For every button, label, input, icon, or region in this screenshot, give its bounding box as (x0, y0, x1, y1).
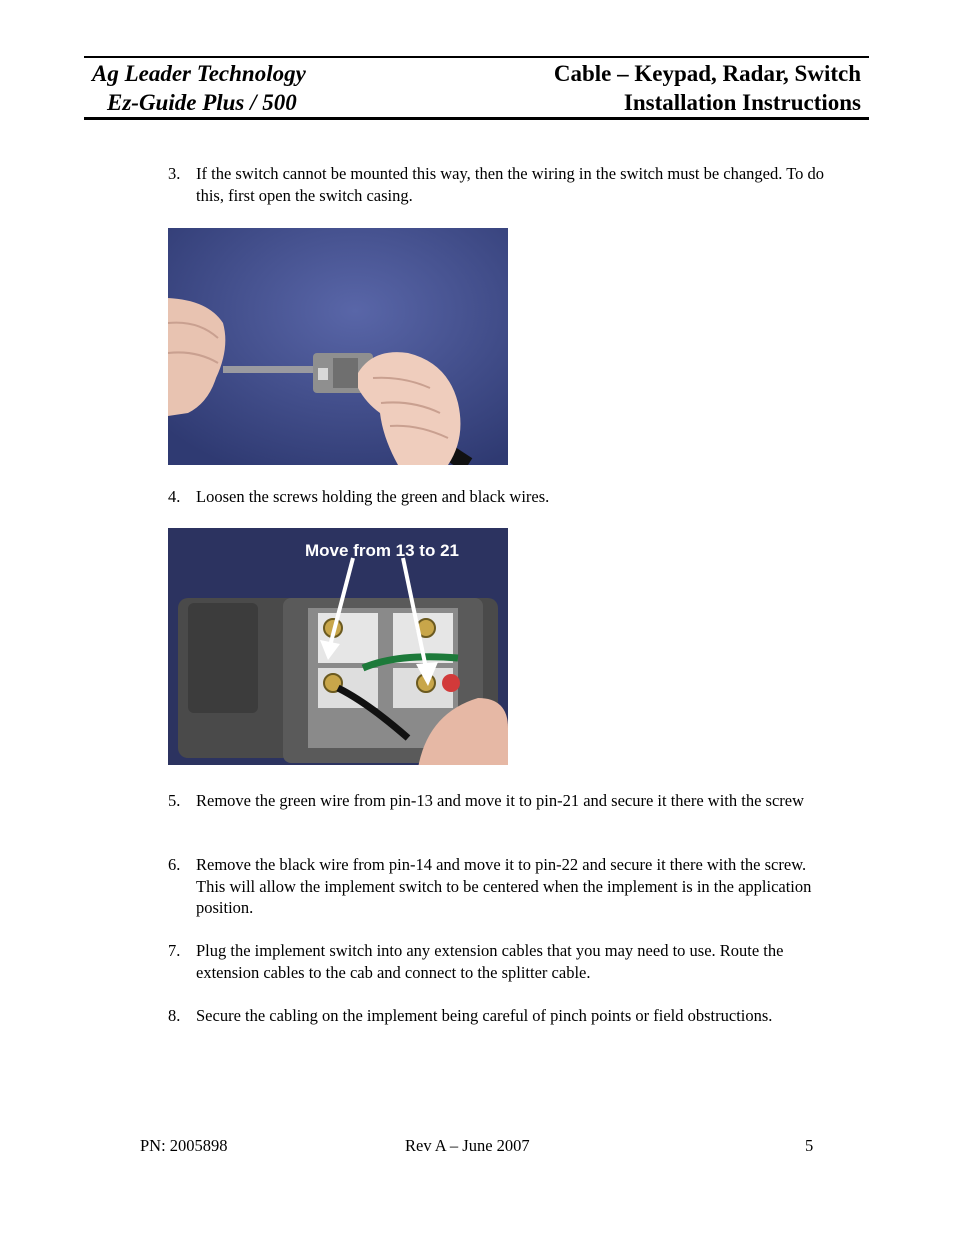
photo-open-switch-casing (168, 228, 508, 465)
step-5 (168, 790, 828, 812)
step-text: Loosen the screws holding the green and black wires. (196, 487, 550, 506)
product-name: Ez-Guide Plus / 500 (107, 90, 297, 115)
step-number: 7. (168, 941, 181, 960)
footer-part-number: PN: 2005898 (140, 1136, 228, 1155)
header-rule-bottom (84, 117, 869, 120)
header-rule-top (84, 56, 869, 58)
step-8 (168, 1005, 828, 1027)
step-4 (168, 486, 828, 508)
step-number: 3. (168, 164, 181, 183)
step-text: Secure the cabling on the implement being careful of pinch points or field obstructions. (196, 1006, 773, 1025)
document-title: Cable – Keypad, Radar, Switch (553, 61, 861, 86)
step-6 (168, 854, 828, 919)
step-number: 6. (168, 855, 181, 874)
step-text: Plug the implement switch into any extension cables that you may need to use. Route the extension cables to the cab and connect to the splitter cable. (196, 941, 784, 982)
step-7 (168, 940, 828, 983)
company-name: Ag Leader Technology (92, 61, 306, 86)
step-number: 8. (168, 1006, 181, 1025)
step-text: Remove the green wire from pin-13 and move it to pin-21 and secure it there with the screw (196, 791, 805, 810)
step-number: 4. (168, 487, 181, 506)
photo-annotation: Move from 13 to 21 (305, 541, 459, 560)
step-text: Remove the black wire from pin-14 and move it to pin-22 and secure it there with the screw. This will allow the implement switch to be centered when the implement is in the application position. (196, 855, 812, 917)
footer-page-number: 5 (805, 1136, 814, 1155)
step-3 (168, 163, 828, 206)
photo-switch-terminals (168, 528, 508, 765)
step-number: 5. (168, 791, 181, 810)
footer-revision: Rev A – June 2007 (405, 1136, 530, 1155)
document-subtitle: Installation Instructions (623, 90, 861, 115)
step-text: If the switch cannot be mounted this way, then the wiring in the switch must be changed. To do this, first open the switch casing. (196, 164, 825, 205)
